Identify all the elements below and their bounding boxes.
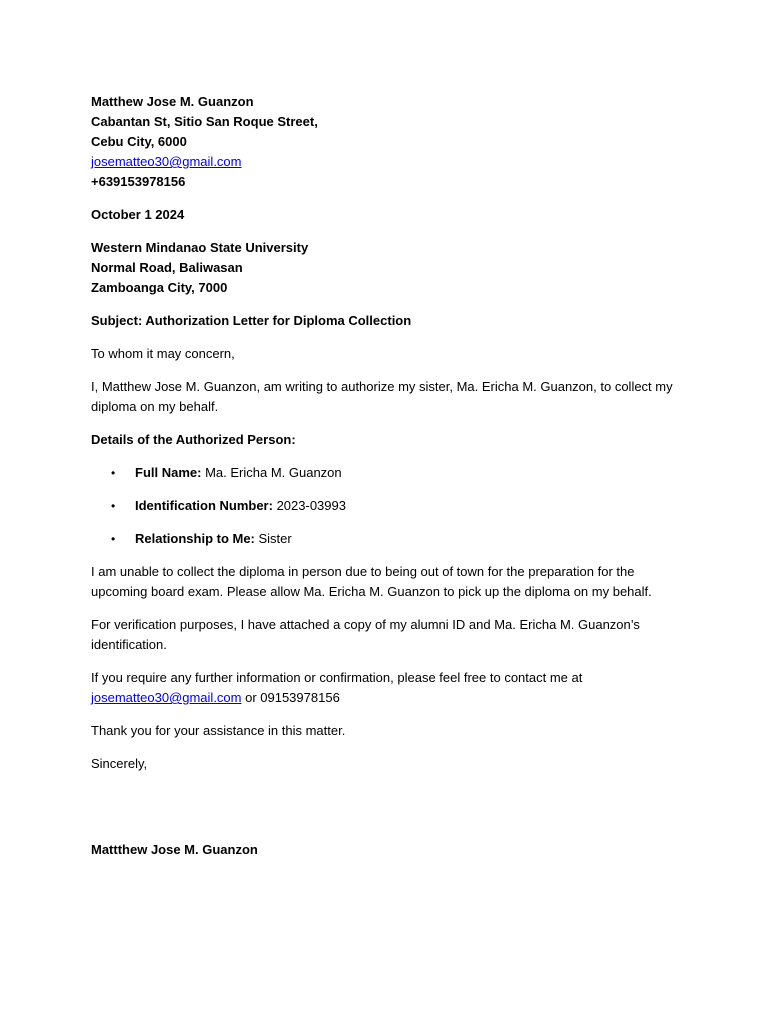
sender-phone: +639153978156 bbox=[91, 174, 186, 189]
letter-date: October 1 2024 bbox=[91, 207, 185, 222]
sender-street: Cabantan St, Sitio San Roque Street, bbox=[91, 114, 318, 129]
intro-paragraph: I, Matthew Jose M. Guanzon, am writing to authorize my sister, Ma. Ericha M. Guanzon, to collect my diploma on my behalf. bbox=[91, 379, 673, 414]
detail-value: Sister bbox=[254, 531, 292, 546]
sender-block bbox=[91, 92, 681, 192]
spacer bbox=[91, 192, 681, 205]
recipient-city: Zamboanga City, 7000 bbox=[91, 280, 228, 295]
closing: Sincerely, bbox=[91, 756, 148, 771]
bullet-icon: • bbox=[111, 466, 116, 480]
contact-text: If you require any further information or confirmation, please feel free to contact me at bbox=[91, 670, 583, 685]
recipient-block bbox=[91, 238, 681, 298]
detail-value: 2023-03993 bbox=[272, 498, 346, 513]
list-item bbox=[91, 463, 681, 483]
details-heading: Details of the Authorized Person: bbox=[91, 432, 296, 447]
list-item bbox=[91, 529, 681, 549]
detail-label: Relationship to Me: bbox=[135, 531, 255, 546]
detail-label: Full Name: bbox=[135, 465, 202, 480]
list-item bbox=[91, 496, 681, 516]
sender-email-link[interactable]: josematteo30@gmail.com bbox=[91, 154, 242, 169]
letter-page bbox=[91, 92, 681, 860]
contact-email-link[interactable]: josematteo30@gmail.com bbox=[91, 690, 242, 705]
detail-label: Identification Number: bbox=[135, 498, 273, 513]
subject-line: Subject: Authorization Letter for Diploma Collection bbox=[91, 313, 412, 328]
signature-name: Mattthew Jose M. Guanzon bbox=[91, 842, 258, 857]
salutation: To whom it may concern, bbox=[91, 346, 235, 361]
bullet-icon: • bbox=[111, 532, 116, 546]
details-list bbox=[91, 463, 681, 549]
recipient-street: Normal Road, Baliwasan bbox=[91, 260, 243, 275]
spacer bbox=[91, 225, 681, 238]
detail-value: Ma. Ericha M. Guanzon bbox=[201, 465, 342, 480]
spacer bbox=[91, 298, 681, 311]
bullet-icon: • bbox=[111, 499, 116, 513]
signature-spacer bbox=[91, 787, 681, 840]
sender-city: Cebu City, 6000 bbox=[91, 134, 187, 149]
thanks-paragraph: Thank you for your assistance in this matter. bbox=[91, 723, 346, 738]
contact-phone-text: or 09153978156 bbox=[241, 690, 340, 705]
sender-email-line bbox=[91, 152, 681, 172]
recipient-name: Western Mindanao State University bbox=[91, 240, 309, 255]
spacer bbox=[91, 331, 681, 344]
sender-name: Matthew Jose M. Guanzon bbox=[91, 94, 254, 109]
contact-paragraph bbox=[91, 668, 681, 708]
body-paragraph-2: For verification purposes, I have attached a copy of my alumni ID and Ma. Ericha M. Guanzon’s identification. bbox=[91, 617, 640, 652]
body-paragraph-1: I am unable to collect the diploma in person due to being out of town for the preparation for the upcoming board exam. Please allow Ma. Ericha M. Guanzon to pick up the diploma on my behalf. bbox=[91, 564, 652, 599]
